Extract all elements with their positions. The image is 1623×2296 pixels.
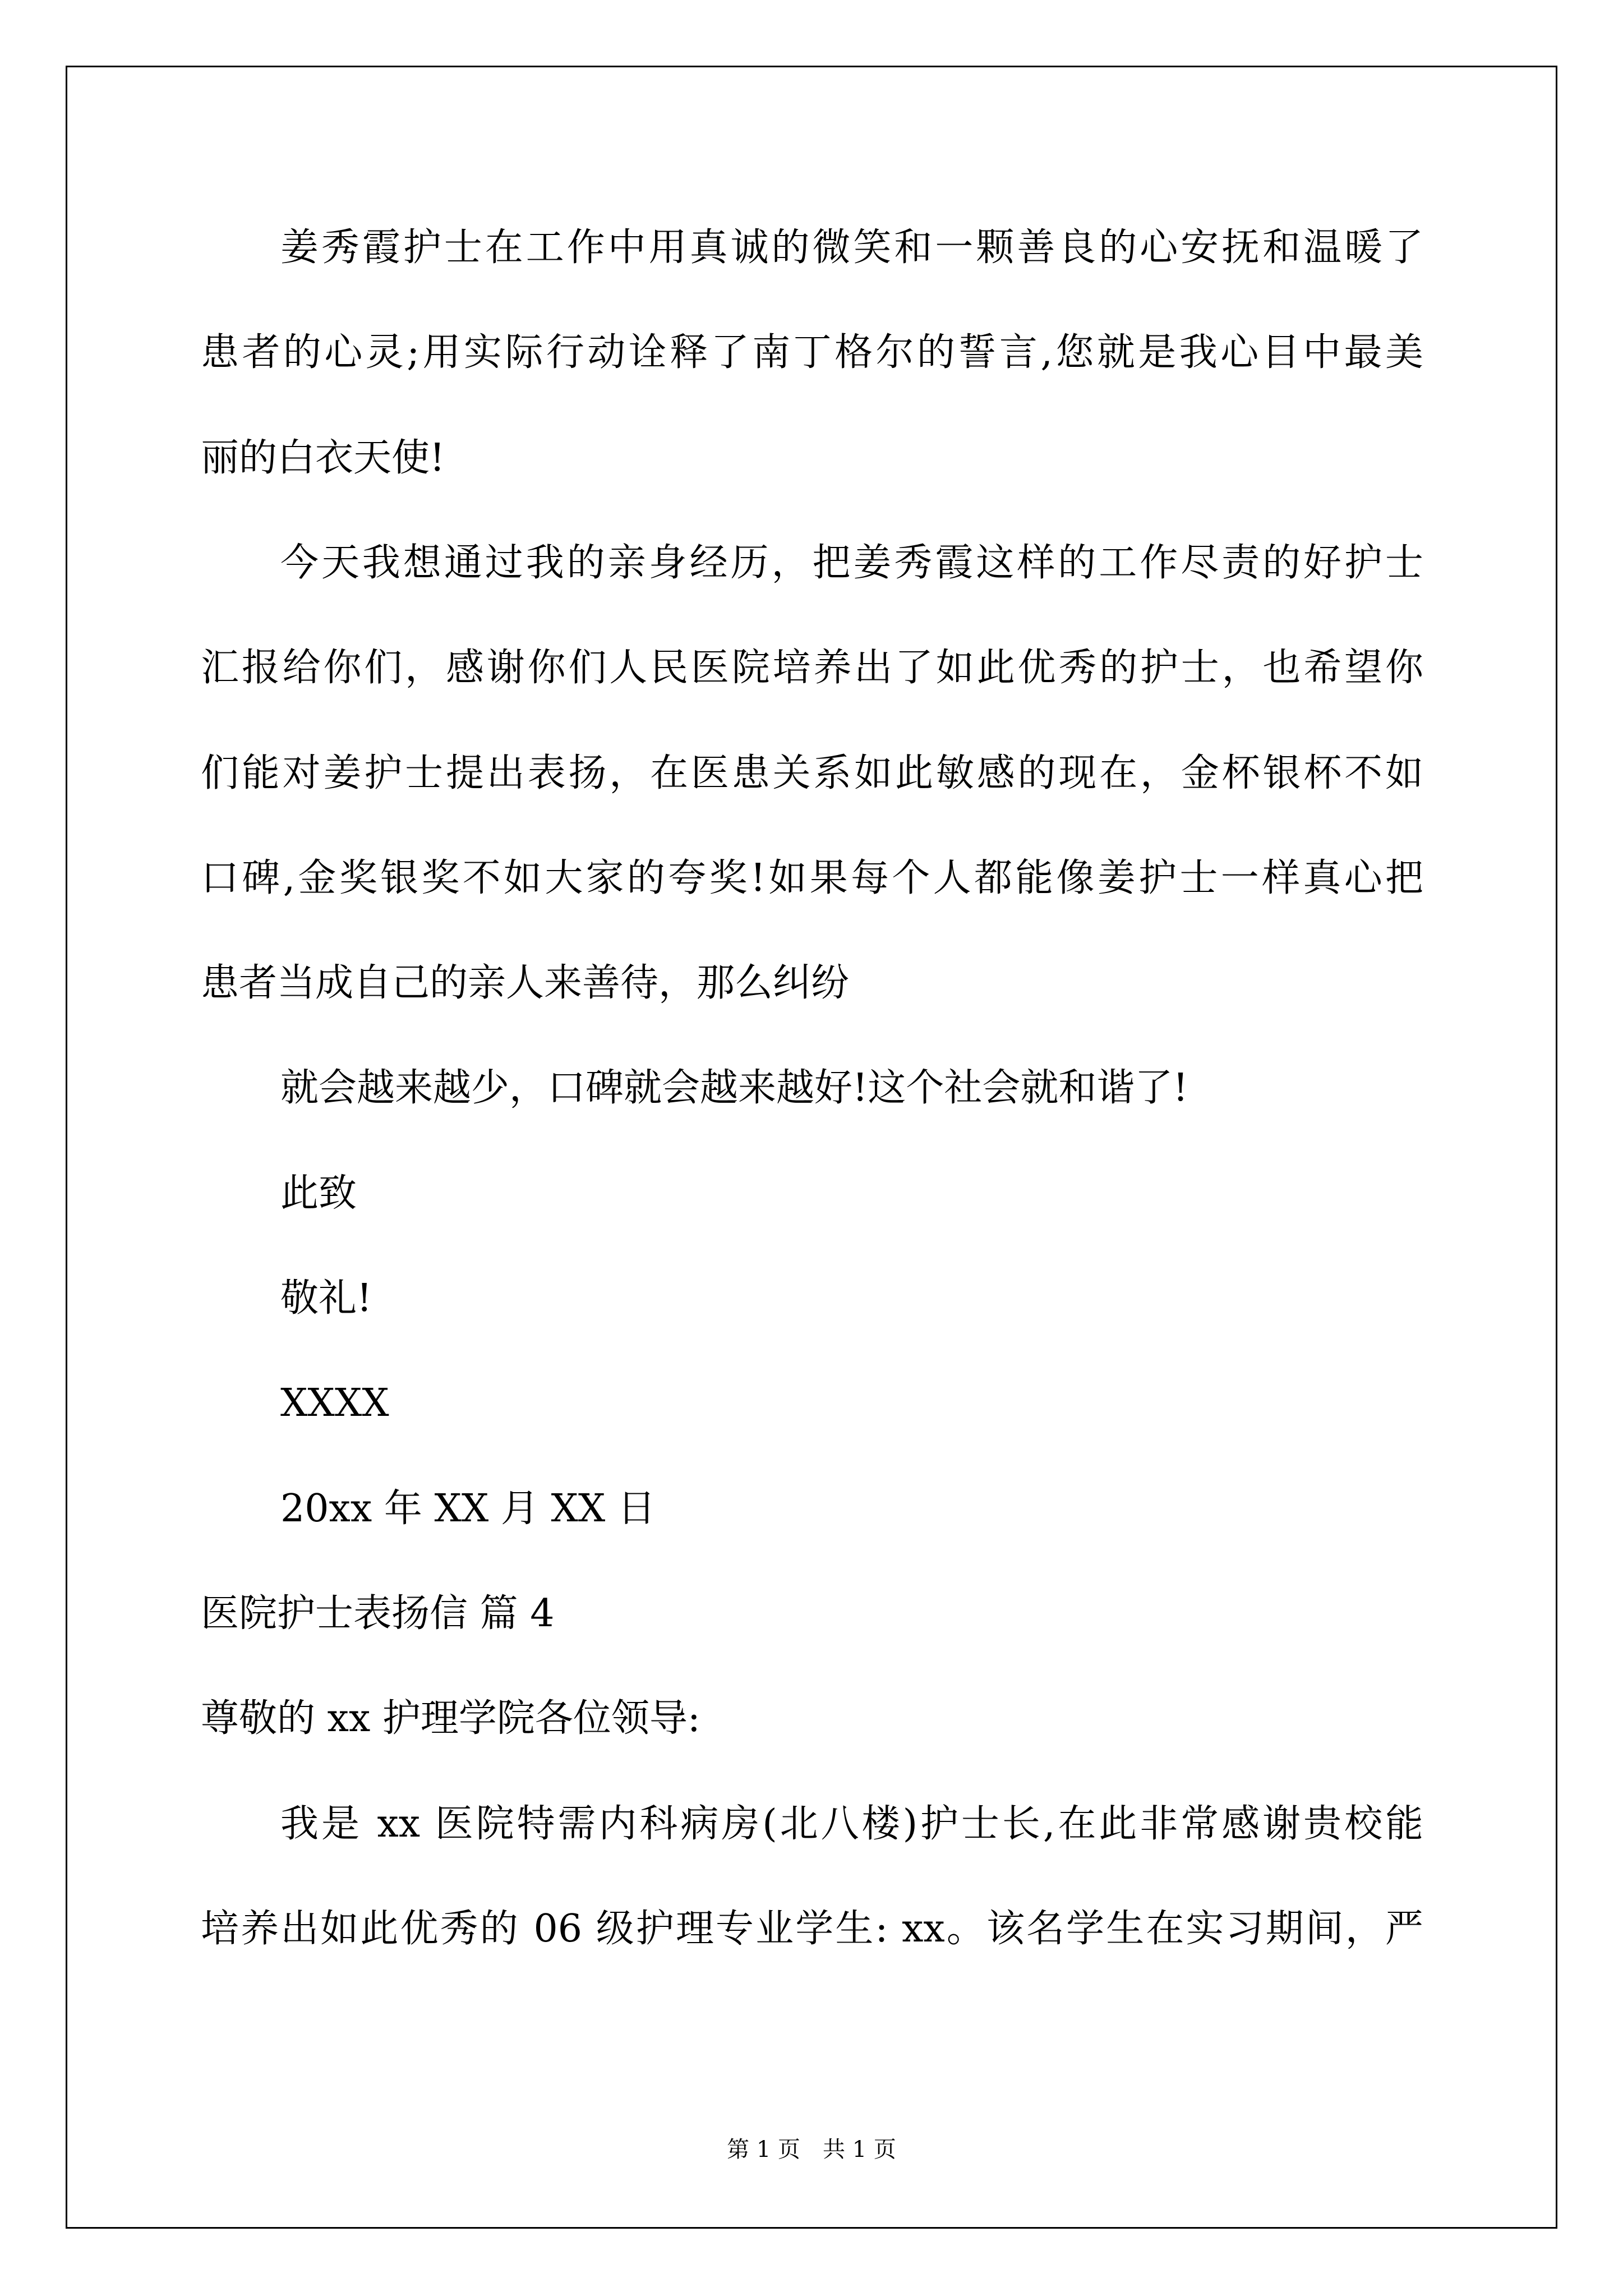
paragraph-line: 口碑,金奖银奖不如大家的夸奖!如果每个人都能像姜护士一样真心把 [201,856,1423,900]
sender-name: XXXX [280,1381,389,1425]
greeting-line: 尊敬的 xx 护理学院各位领导: [201,1696,700,1741]
paragraph-line: 培养出如此优秀的 06 级护理专业学生: xx。该名学生在实习期间，严 [201,1907,1423,1951]
closing-text: 此致 [280,1171,357,1216]
paragraph-line: 汇报给你们，感谢你们人民医院培养出了如此优秀的护士，也希望你 [201,646,1423,690]
letter-date: 20xx 年 XX 月 XX 日 [280,1487,656,1531]
paragraph-line: 们能对姜护士提出表扬，在医患关系如此敏感的现在，金杯银杯不如 [201,751,1423,795]
paragraph-line: 就会越来越少，口碑就会越来越好!这个社会就和谐了! [280,1066,1188,1110]
salutation-text: 敬礼! [280,1276,372,1320]
page-number-footer: 第 1 页 共 1 页 [727,2137,896,2162]
paragraph-line: 我是 xx 医院特需内科病房(北八楼)护士长,在此非常感谢贵校能 [280,1802,1423,1846]
page-border [66,66,1557,2229]
paragraph-line: 姜秀霞护士在工作中用真诚的微笑和一颗善良的心安抚和温暖了 [280,226,1423,270]
paragraph-line: 患者的心灵;用实际行动诠释了南丁格尔的誓言,您就是我心目中最美 [201,330,1423,375]
paragraph-line: 患者当成自己的亲人来善待，那么纠纷 [201,961,850,1005]
paragraph-line: 今天我想通过我的亲身经历，把姜秀霞这样的工作尽责的好护士 [280,541,1423,585]
paragraph-line: 丽的白衣天使! [201,436,445,480]
section-heading: 医院护士表扬信 篇 4 [201,1591,555,1636]
